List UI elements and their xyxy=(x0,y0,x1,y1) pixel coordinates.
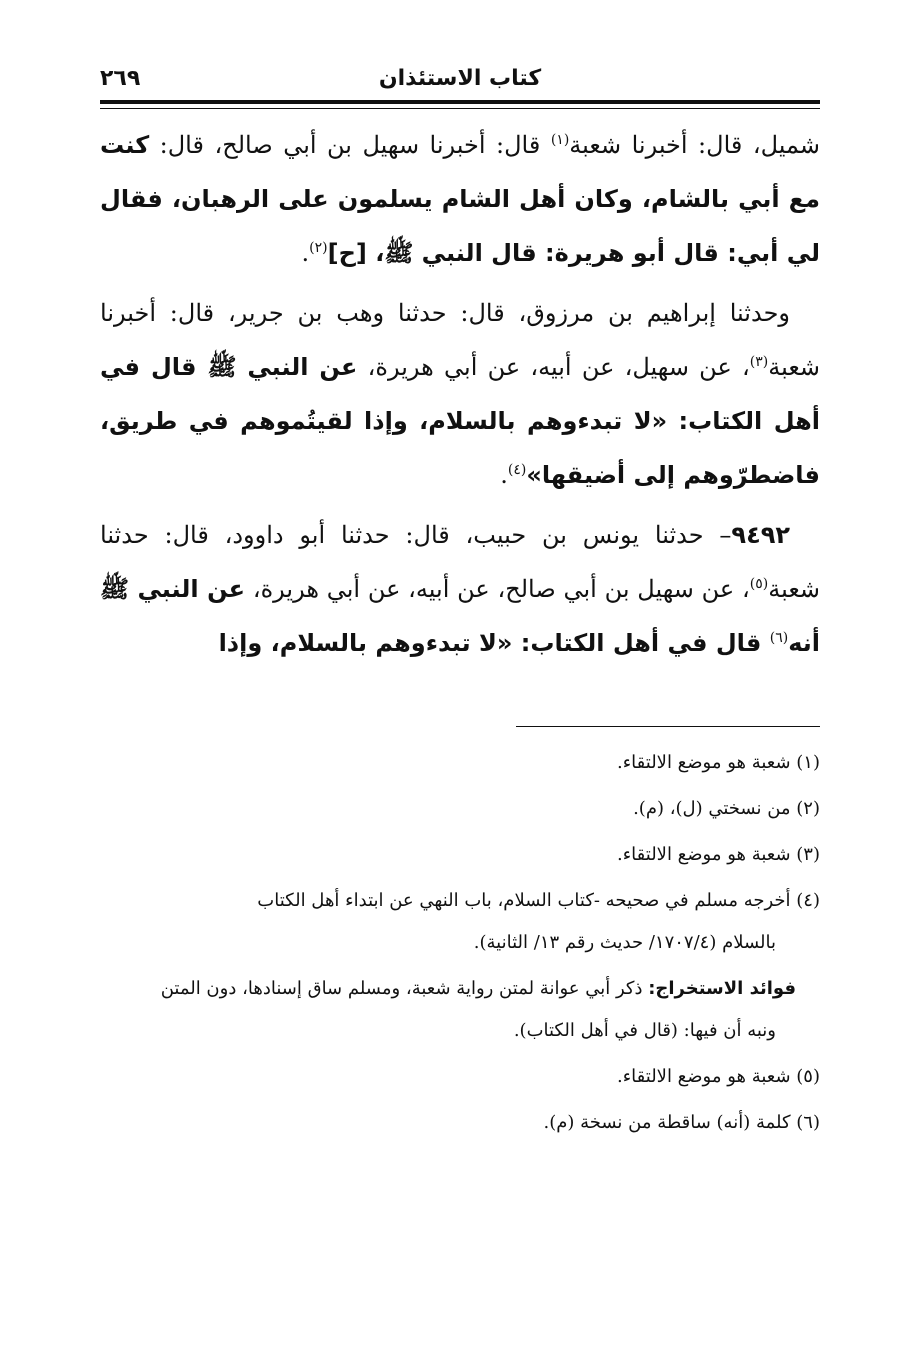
fawaid-label: فوائد الاستخراج: xyxy=(648,978,796,999)
hadith-number: ٩٤٩٢ xyxy=(731,521,791,549)
header-rule-thick xyxy=(100,100,820,104)
text-run: . xyxy=(301,239,310,267)
running-title: كتاب الاستئذان xyxy=(378,66,542,91)
paragraph-2 xyxy=(100,286,820,502)
footnote-ref: (٤) xyxy=(507,462,527,478)
footnotes xyxy=(100,742,820,1148)
hadith-text: عن النبي ﷺ أنه xyxy=(100,575,820,657)
footnote-3: (٣) شعبة هو موضع الالتقاء. xyxy=(616,844,820,865)
text-run: ، عن سهيل بن أبي صالح، عن أبيه، عن أبي هريرة، xyxy=(245,575,750,603)
hadith-text: عن النبي ﷺ قال في أهل الكتاب: xyxy=(100,353,820,435)
footnote-1: (١) شعبة هو موضع الالتقاء. xyxy=(616,752,820,773)
hadith-quote: قال في أهل الكتاب: «لا تبدءوهم بالسلام، وإذا xyxy=(218,629,770,657)
footnote-separator xyxy=(516,726,820,727)
page-number: ٢٦٩ xyxy=(100,66,141,91)
footnote-text: (٤) أخرجه مسلم في صحيحه -كتاب السلام، باب النهي عن ابتداء أهل الكتاب xyxy=(257,890,820,911)
footnote-ref: (٣) xyxy=(749,354,769,370)
footnote-text: بالسلام (١٧٠٧/٤/ حديث رقم ١٣/ الثانية). xyxy=(473,932,776,953)
page-header xyxy=(100,64,820,100)
hadith-quote: «لا تبدءوهم بالسلام، وإذا لقيتُموهم في طريق، فاضطرّوهم إلى أضيقها» xyxy=(100,407,820,489)
footnote-4 xyxy=(100,880,820,964)
fawaid-note xyxy=(100,968,820,1052)
text-run: وحدثنا إبراهيم بن مرزوق، قال: حدثنا وهب بن جرير، قال: أخبرنا شعبة xyxy=(100,299,820,381)
footnote-ref: (٢) xyxy=(309,240,328,256)
footnote-ref: (٥) xyxy=(749,576,769,592)
paragraph-3 xyxy=(100,508,820,670)
main-text xyxy=(100,118,820,676)
text-run: . xyxy=(500,461,508,489)
footnote-5: (٥) شعبة هو موضع الالتقاء. xyxy=(616,1066,820,1087)
header-rule-thin xyxy=(100,108,820,109)
footnote-text: ذكر أبي عوانة لمتن رواية شعبة، ومسلم ساق إسنادها، دون المتن xyxy=(160,978,649,999)
text-run: قال: أخبرنا سهيل بن أبي صالح، قال: xyxy=(149,131,551,159)
footnote-2: (٢) من نسختي (ل)، (م). xyxy=(633,798,820,819)
footnote-ref: (٦) xyxy=(769,630,789,646)
text-run: – حدثنا يونس بن حبيب، قال: حدثنا أبو داوود، قال: حدثنا شعبة xyxy=(100,521,821,603)
paragraph-1 xyxy=(100,118,820,280)
text-run: شميل، قال: أخبرنا شعبة xyxy=(569,131,821,159)
footnote-ref: (١) xyxy=(550,132,570,148)
footnote-text: ونبه أن فيها: (قال في أهل الكتاب). xyxy=(513,1020,776,1041)
footnote-6: (٦) كلمة (أنه) ساقطة من نسخة (م). xyxy=(543,1112,820,1133)
hadith-text: كنت مع أبي بالشام، وكان أهل الشام يسلمون على الرهبان، فقال لي أبي: قال أبو هريرة: قال النبي ﷺ، [ح] xyxy=(100,131,820,267)
text-run: ، عن سهيل، عن أبيه، عن أبي هريرة، xyxy=(357,353,750,381)
document-page xyxy=(100,0,820,1366)
